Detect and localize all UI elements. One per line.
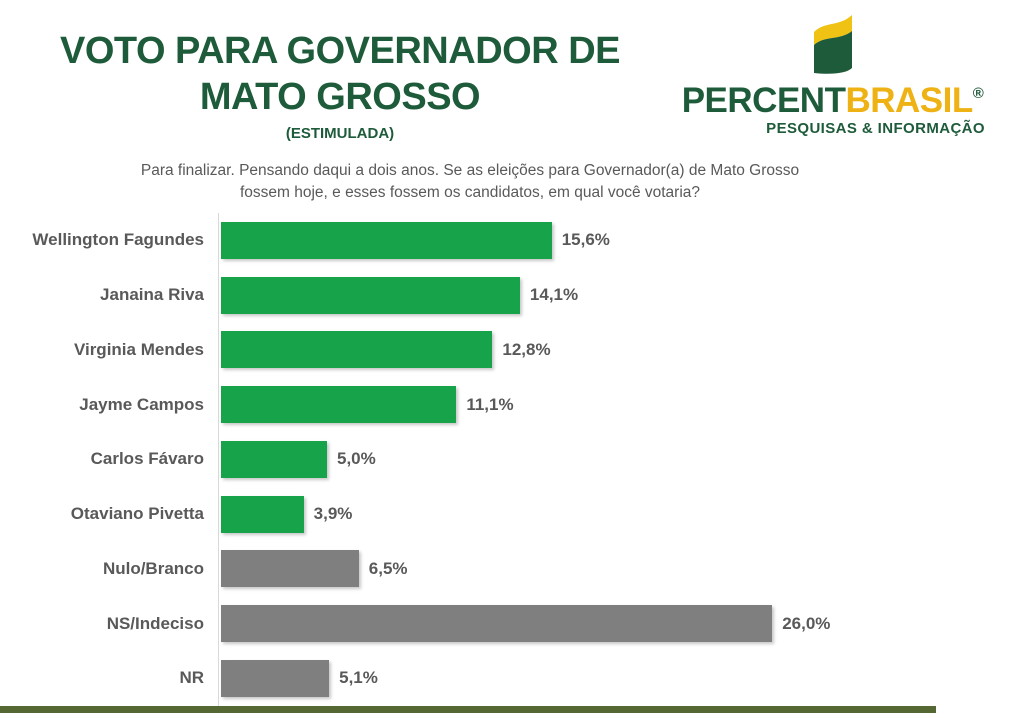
value-label: 5,1% bbox=[339, 668, 378, 688]
bar-track bbox=[218, 432, 1024, 487]
chart-row bbox=[0, 268, 1024, 323]
category-label: NR bbox=[179, 668, 204, 688]
category-label: Janaina Riva bbox=[100, 285, 204, 305]
bar bbox=[221, 496, 304, 533]
value-label: 14,1% bbox=[529, 285, 579, 305]
chart-title bbox=[40, 28, 640, 142]
bar bbox=[221, 222, 552, 259]
category-label: Virginia Mendes bbox=[73, 339, 204, 359]
footer-rule bbox=[0, 706, 936, 713]
bar bbox=[221, 441, 327, 478]
brand-wordmark bbox=[650, 76, 1015, 119]
bar-chart bbox=[0, 213, 1024, 706]
chart-row bbox=[0, 542, 1024, 597]
chart-row bbox=[0, 487, 1024, 542]
category-label: Nulo/Branco bbox=[102, 558, 204, 578]
brand-brasil: BRASIL bbox=[845, 81, 973, 120]
title-subtitle: (ESTIMULADA) bbox=[285, 125, 395, 142]
bar-track bbox=[218, 377, 1024, 432]
bar-track bbox=[218, 213, 1024, 268]
bar bbox=[221, 386, 456, 423]
bar-track bbox=[218, 542, 1024, 597]
chart-row bbox=[0, 432, 1024, 487]
bar bbox=[221, 277, 520, 314]
value-label: 12,8% bbox=[502, 339, 551, 359]
category-label: Otaviano Pivetta bbox=[70, 504, 204, 524]
value-label: 15,6% bbox=[561, 230, 610, 250]
bar-track bbox=[218, 487, 1024, 542]
chart-row bbox=[0, 377, 1024, 432]
value-label: 5,0% bbox=[337, 449, 376, 469]
brand-percent: PERCENT bbox=[681, 81, 846, 120]
bar bbox=[221, 605, 772, 642]
value-label: 26,0% bbox=[782, 613, 831, 633]
bar-track bbox=[218, 596, 1024, 651]
bar bbox=[221, 550, 359, 587]
registered-trademark-icon: ® bbox=[972, 85, 984, 102]
category-label: Carlos Fávaro bbox=[90, 449, 204, 469]
bar-track bbox=[218, 268, 1024, 323]
chart-row bbox=[0, 596, 1024, 651]
value-label: 6,5% bbox=[368, 558, 408, 578]
title-line-2: MATO GROSSO bbox=[199, 76, 481, 118]
brand-tagline: PESQUISAS & INFORMAÇÃO bbox=[766, 120, 985, 137]
survey-question bbox=[0, 160, 940, 204]
bar bbox=[221, 660, 329, 697]
value-label: 11,1% bbox=[466, 394, 514, 414]
bar bbox=[221, 331, 492, 368]
flag-icon bbox=[809, 12, 857, 76]
category-label: Jayme Campos bbox=[79, 394, 204, 414]
category-label: Wellington Fagundes bbox=[32, 230, 204, 250]
survey-question-line-2: fossem hoje, e esses fossem os candidatos, em qual você votaria? bbox=[239, 184, 701, 201]
title-line-1: VOTO PARA GOVERNADOR DE bbox=[60, 30, 620, 72]
value-label: 3,9% bbox=[313, 504, 353, 524]
bar-track bbox=[218, 323, 1024, 378]
survey-question-line-1: Para finalizar. Pensando daqui a dois anos. Se as eleições para Governador(a) de Mato Grosso bbox=[140, 162, 800, 179]
bar-track bbox=[218, 651, 1024, 706]
chart-row bbox=[0, 651, 1024, 706]
category-label: NS/Indeciso bbox=[106, 613, 204, 633]
chart-row bbox=[0, 213, 1024, 268]
chart-row bbox=[0, 323, 1024, 378]
percentbrasil-logo bbox=[650, 12, 1015, 137]
